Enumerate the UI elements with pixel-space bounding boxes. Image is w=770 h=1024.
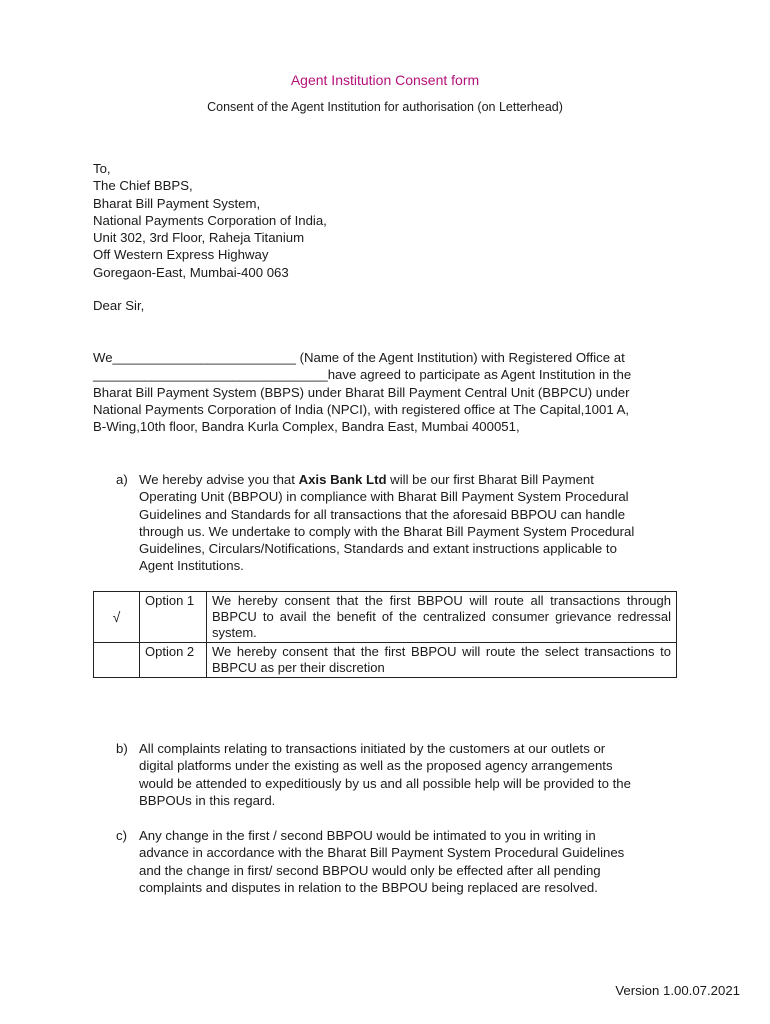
- clause-line: [139, 471, 684, 488]
- clause-line: Any change in the first / second BBPOU would be intimated to you in writing in: [139, 828, 596, 843]
- bank-name: Axis Bank Ltd: [298, 472, 387, 487]
- option-row-2: [94, 643, 677, 678]
- form-title: Agent Institution Consent form: [290, 72, 480, 88]
- clause-line-start: We hereby advise you that: [139, 472, 299, 487]
- address-line: To,: [93, 161, 111, 176]
- clause-text: [139, 827, 684, 896]
- clause-text: [139, 740, 684, 809]
- recipient-address: [93, 160, 327, 281]
- clause-line: Agent Institutions.: [139, 558, 244, 574]
- clause-b: [116, 740, 686, 815]
- address-line: National Payments Corporation of India,: [93, 212, 327, 228]
- address-line: Unit 302, 3rd Floor, Raheja Titanium: [93, 230, 305, 246]
- clause-line: All complaints relating to transactions initiated by the customers at our outlets or: [139, 741, 606, 756]
- clause-a: [116, 471, 686, 581]
- intro-line: We_________________________ (Name of the Agent Institution) with Registered Office at: [93, 350, 625, 365]
- clause-line: Guidelines and Standards for all transactions that the aforesaid BBPOU can handle: [139, 506, 626, 522]
- clause-line: and the change in first/ second BBPOU would only be effected after all pending: [139, 862, 601, 878]
- option-1-checkbox[interactable]: √: [94, 592, 140, 643]
- options-table: [93, 591, 677, 678]
- address-line: Bharat Bill Payment System,: [93, 195, 261, 211]
- clause-label: b): [116, 741, 128, 756]
- option-1-label: Option 1: [140, 592, 207, 643]
- intro-line: National Payments Corporation of India (NPCI), with registered office at The Capital,1001 A,: [93, 401, 630, 417]
- clause-label: c): [116, 828, 127, 843]
- address-line: Off Western Express Highway: [93, 247, 269, 263]
- clause-line: through us. We undertake to comply with the Bharat Bill Payment System Procedural: [139, 523, 635, 539]
- salutation: Dear Sir,: [93, 298, 145, 313]
- clause-line: advance in accordance with the Bharat Bill Payment System Procedural Guidelines: [139, 845, 625, 861]
- option-row-1: [94, 592, 677, 643]
- intro-line: ________________________________have agreed to participate as Agent Institution in the: [93, 367, 632, 383]
- intro-paragraph: [93, 349, 683, 435]
- clause-line: Guidelines, Circulars/Notifications, Standards and extant instructions applicable to: [139, 541, 617, 557]
- form-subtitle: Consent of the Agent Institution for authorisation (on Letterhead): [207, 100, 563, 114]
- option-2-label: Option 2: [140, 643, 207, 678]
- clause-line: complaints and disputes in relation to the BBPOU being replaced are resolved.: [139, 879, 598, 895]
- clause-text: [139, 471, 684, 575]
- clause-line: Operating Unit (BBPOU) in compliance with Bharat Bill Payment System Procedural: [139, 489, 629, 505]
- address-line: Goregaon-East, Mumbai-400 063: [93, 264, 289, 280]
- option-2-checkbox[interactable]: [94, 643, 140, 678]
- clause-line-end: will be our first Bharat Bill Payment: [386, 472, 594, 487]
- intro-line: B-Wing,10th floor, Bandra Kurla Complex, Bandra East, Mumbai 400051,: [93, 419, 520, 435]
- clause-line: would be attended to expeditiously by us and all possible help will be provided to the: [139, 775, 631, 791]
- option-2-text: We hereby consent that the first BBPOU will route the select transactions to BBPCU as per their discretion: [207, 643, 677, 678]
- clause-c: [116, 827, 686, 902]
- version-label: Version 1.00.07.2021: [615, 983, 740, 998]
- address-line: The Chief BBPS,: [93, 178, 193, 194]
- clause-label: a): [116, 472, 128, 487]
- intro-line: Bharat Bill Payment System (BBPS) under Bharat Bill Payment Central Unit (BBPCU) under: [93, 384, 630, 400]
- clause-line: BBPOUs in this regard.: [139, 792, 276, 808]
- clause-line: digital platforms under the existing as well as the proposed agency arrangements: [139, 758, 613, 774]
- option-1-text: We hereby consent that the first BBPOU will route all transactions through BBPCU to avail the benefit of the centralized consumer grievance redressal system.: [207, 592, 677, 643]
